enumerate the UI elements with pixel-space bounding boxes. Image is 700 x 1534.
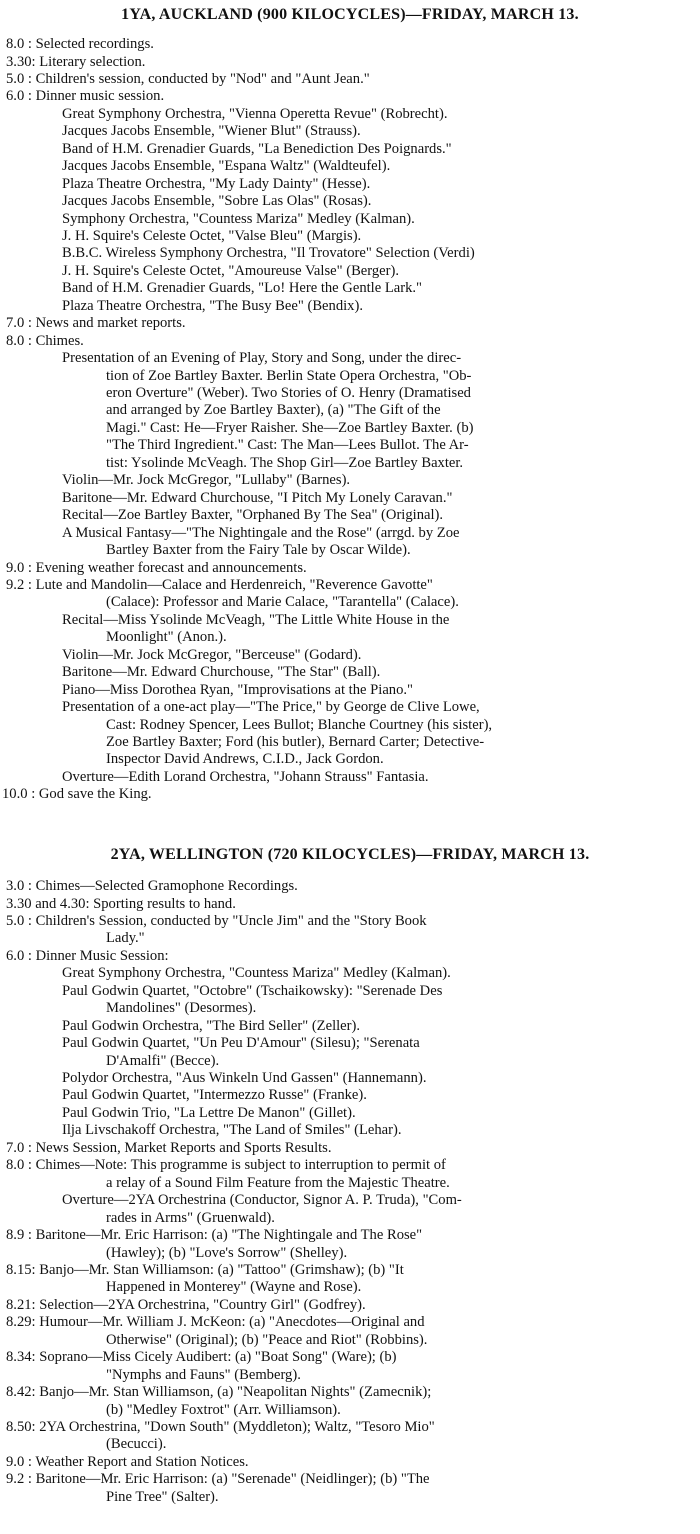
section1-line: Baritone—Mr. Edward Churchouse, "The Star" (Ball). (62, 664, 381, 681)
section1-line: 9.0 : Evening weather forecast and announcements. (6, 559, 307, 576)
section2-line: Mandolines" (Desormes). (106, 1000, 257, 1017)
section2-line: 8.34: Soprano—Miss Cicely Audibert: (a) "Boat Song" (Ware); (b) (6, 1349, 397, 1366)
section2-line: 9.0 : Weather Report and Station Notices. (6, 1453, 249, 1470)
section1-line: Cast: Rodney Spencer, Lees Bullot; Blanche Courtney (his sister), (106, 716, 493, 733)
section2-line: rades in Arms" (Gruenwald). (106, 1209, 275, 1226)
section1-line: Recital—Miss Ysolinde McVeagh, "The Little White House in the (62, 611, 450, 628)
section2-line: (b) "Medley Foxtrot" (Arr. Williamson). (106, 1401, 341, 1418)
section1-line: Jacques Jacobs Ensemble, "Wiener Blut" (Strauss). (62, 123, 361, 140)
section2-line: Otherwise" (Original); (b) "Peace and Riot" (Robbins). (106, 1331, 428, 1348)
section2-line: 8.42: Banjo—Mr. Stan Williamson, (a) "Neapolitan Nights" (Zamecnik); (6, 1384, 432, 1400)
section2-line: (Hawley); (b) "Love's Sorrow" (Shelley). (106, 1244, 348, 1261)
section1-line: tist: Ysolinde McVeagh. The Shop Girl—Zoe Bartley Baxter. (106, 454, 464, 471)
section1-line: "The Third Ingredient." Cast: The Man—Lees Bullot. The Ar- (106, 437, 469, 454)
section2-line: 7.0 : News Session, Market Reports and Sports Results. (6, 1139, 332, 1156)
section1-line: Magi." Cast: He—Fryer Raisher. She—Zoe Bartley Baxter. (b) (106, 419, 474, 436)
section2-line: 8.50: 2YA Orchestrina, "Down South" (Myddleton); Waltz, "Tesoro Mio" (6, 1418, 435, 1435)
section2-line: 9.2 : Baritone—Mr. Eric Harrison: (a) "Serenade" (Neidlinger); (b) "The (6, 1471, 430, 1488)
section2-line: 3.30 and 4.30: Sporting results to hand. (6, 895, 236, 912)
section2-line: "Nymphs and Fauns" (Bemberg). (106, 1366, 301, 1383)
section2-line: Great Symphony Orchestra, "Countess Mariza" Medley (Kalman). (62, 965, 451, 982)
section2-line: a relay of a Sound Film Feature from the Majestic Theatre. (106, 1174, 450, 1191)
section2-line: 3.0 : Chimes—Selected Gramophone Recordings. (6, 878, 298, 894)
section2-line: (Becucci). (106, 1436, 167, 1453)
section1-line: Baritone—Mr. Edward Churchouse, "I Pitch My Lonely Caravan." (62, 489, 453, 506)
section1-line: Inspector David Andrews, C.I.D., Jack Gordon. (106, 751, 384, 768)
section2-line: 6.0 : Dinner Music Session: (6, 947, 169, 964)
section2-line: Pine Tree" (Salter). (106, 1488, 219, 1505)
section2-line: Polydor Orchestra, "Aus Winkeln Und Gassen" (Hannemann). (62, 1070, 427, 1086)
section2-line: Ilja Livschakoff Orchestra, "The Land of Smiles" (Lehar). (62, 1122, 402, 1139)
section1-line: Presentation of a one-act play—"The Price," by George de Clive Lowe, (62, 699, 480, 716)
section1-line: Great Symphony Orchestra, "Vienna Operetta Revue" (Robrecht). (62, 105, 448, 122)
section1-line: A Musical Fantasy—"The Nightingale and the Rose" (arrgd. by Zoe (62, 524, 460, 541)
section1-line: (Calace): Professor and Marie Calace, "Tarantella" (Calace). (106, 594, 459, 611)
section1-line: 7.0 : News and market reports. (6, 315, 186, 332)
section1-line: Plaza Theatre Orchestra, "My Lady Dainty" (Hesse). (62, 175, 371, 192)
section1-line: J. H. Squire's Celeste Octet, "Amoureuse Valse" (Berger). (62, 262, 400, 279)
section2-line: 8.29: Humour—Mr. William J. McKeon: (a) "Anecdotes—Original and (6, 1314, 425, 1331)
section1-line: B.B.C. Wireless Symphony Orchestra, "Il Trovatore" Selection (Verdi) (62, 245, 475, 262)
section1-line: and arranged by Zoe Bartley Baxter), (a) "The Gift of the (106, 402, 441, 419)
section1-line: Violin—Mr. Jock McGregor, "Berceuse" (Godard). (62, 646, 362, 663)
section2-line: Overture—2YA Orchestrina (Conductor, Signor A. P. Truda), "Com- (62, 1192, 462, 1209)
section2-line: 8.21: Selection—2YA Orchestrina, "Country Girl" (Godfrey). (6, 1296, 366, 1313)
section1-line: Band of H.M. Grenadier Guards, "Lo! Here the Gentle Lark." (62, 280, 423, 297)
section1-line: Jacques Jacobs Ensemble, "Sobre Las Olas" (Rosas). (62, 193, 372, 209)
section2-line: Paul Godwin Orchestra, "The Bird Seller" (Zeller). (62, 1017, 361, 1034)
section1-line: 9.2 : Lute and Mandolin—Calace and Herdenreich, "Reverence Gavotte" (6, 576, 433, 593)
section1-line: Violin—Mr. Jock McGregor, "Lullaby" (Barnes). (62, 472, 351, 489)
section1-line: Plaza Theatre Orchestra, "The Busy Bee" (Bendix). (62, 297, 363, 314)
section1-line: 10.0 : God save the King. (2, 786, 152, 803)
section1-line: Moonlight" (Anon.). (106, 629, 227, 646)
section1-line: Overture—Edith Lorand Orchestra, "Johann Strauss" Fantasia. (62, 768, 429, 785)
section1-line: 6.0 : Dinner music session. (6, 88, 165, 105)
section-heading-1ya: 1YA, AUCKLAND (900 KILOCYCLES)—FRIDAY, MARCH 13. (121, 6, 579, 23)
section1-line: 8.0 : Selected recordings. (6, 36, 154, 52)
section1-line: 3.30: Literary selection. (6, 53, 146, 70)
section1-line: 8.0 : Chimes. (6, 332, 84, 349)
section1-line: J. H. Squire's Celeste Octet, "Valse Bleu" (Margis). (62, 227, 362, 244)
section2-line: 8.9 : Baritone—Mr. Eric Harrison: (a) "The Nightingale and The Rose" (6, 1227, 423, 1243)
section2-line: Paul Godwin Trio, "La Lettre De Manon" (Gillet). (62, 1104, 356, 1121)
section2-line: Happened in Monterey" (Wayne and Rose). (106, 1279, 362, 1296)
section2-line: 5.0 : Children's Session, conducted by "Uncle Jim" and the "Story Book (6, 912, 427, 929)
section2-line: Lady." (106, 930, 145, 947)
section2-line: Paul Godwin Quartet, "Intermezzo Russe" (Franke). (62, 1087, 367, 1104)
section1-line: Jacques Jacobs Ensemble, "Espana Waltz" (Waldteufel). (62, 158, 391, 175)
section1-line: Band of H.M. Grenadier Guards, "La Benediction Des Poignards." (62, 140, 452, 157)
section1-line: Symphony Orchestra, "Countess Mariza" Medley (Kalman). (62, 210, 415, 227)
section2-line: Paul Godwin Quartet, "Un Peu D'Amour" (Silesu); "Serenata (62, 1035, 420, 1051)
section1-line: Recital—Zoe Bartley Baxter, "Orphaned By The Sea" (Original). (62, 507, 444, 524)
section1-line: Bartley Baxter from the Fairy Tale by Oscar Wilde). (106, 542, 411, 558)
section1-line: Presentation of an Evening of Play, Story and Song, under the direc- (62, 350, 462, 367)
section2-line: Paul Godwin Quartet, "Octobre" (Tschaikowsky): "Serenade Des (62, 982, 443, 999)
section1-line: tion of Zoe Bartley Baxter. Berlin State Opera Orchestra, "Ob- (106, 367, 472, 384)
section1-line: Zoe Bartley Baxter; Ford (his butler), Bernard Carter; Detective- (106, 734, 485, 750)
section1-line: eron Overture" (Weber). Two Stories of O. Henry (Dramatised (106, 385, 471, 401)
section2-line: 8.15: Banjo—Mr. Stan Williamson: (a) "Tattoo" (Grimshaw); (b) "It (6, 1261, 404, 1278)
section1-line: Piano—Miss Dorothea Ryan, "Improvisations at the Piano." (62, 681, 414, 698)
section2-line: 8.0 : Chimes—Note: This programme is subject to interruption to permit of (6, 1157, 446, 1174)
section1-line: 5.0 : Children's session, conducted by "Nod" and "Aunt Jean." (6, 70, 370, 87)
section2-line: D'Amalfi" (Becce). (106, 1052, 220, 1069)
section-heading-2ya: 2YA, WELLINGTON (720 KILOCYCLES)—FRIDAY, MARCH 13. (110, 846, 590, 863)
